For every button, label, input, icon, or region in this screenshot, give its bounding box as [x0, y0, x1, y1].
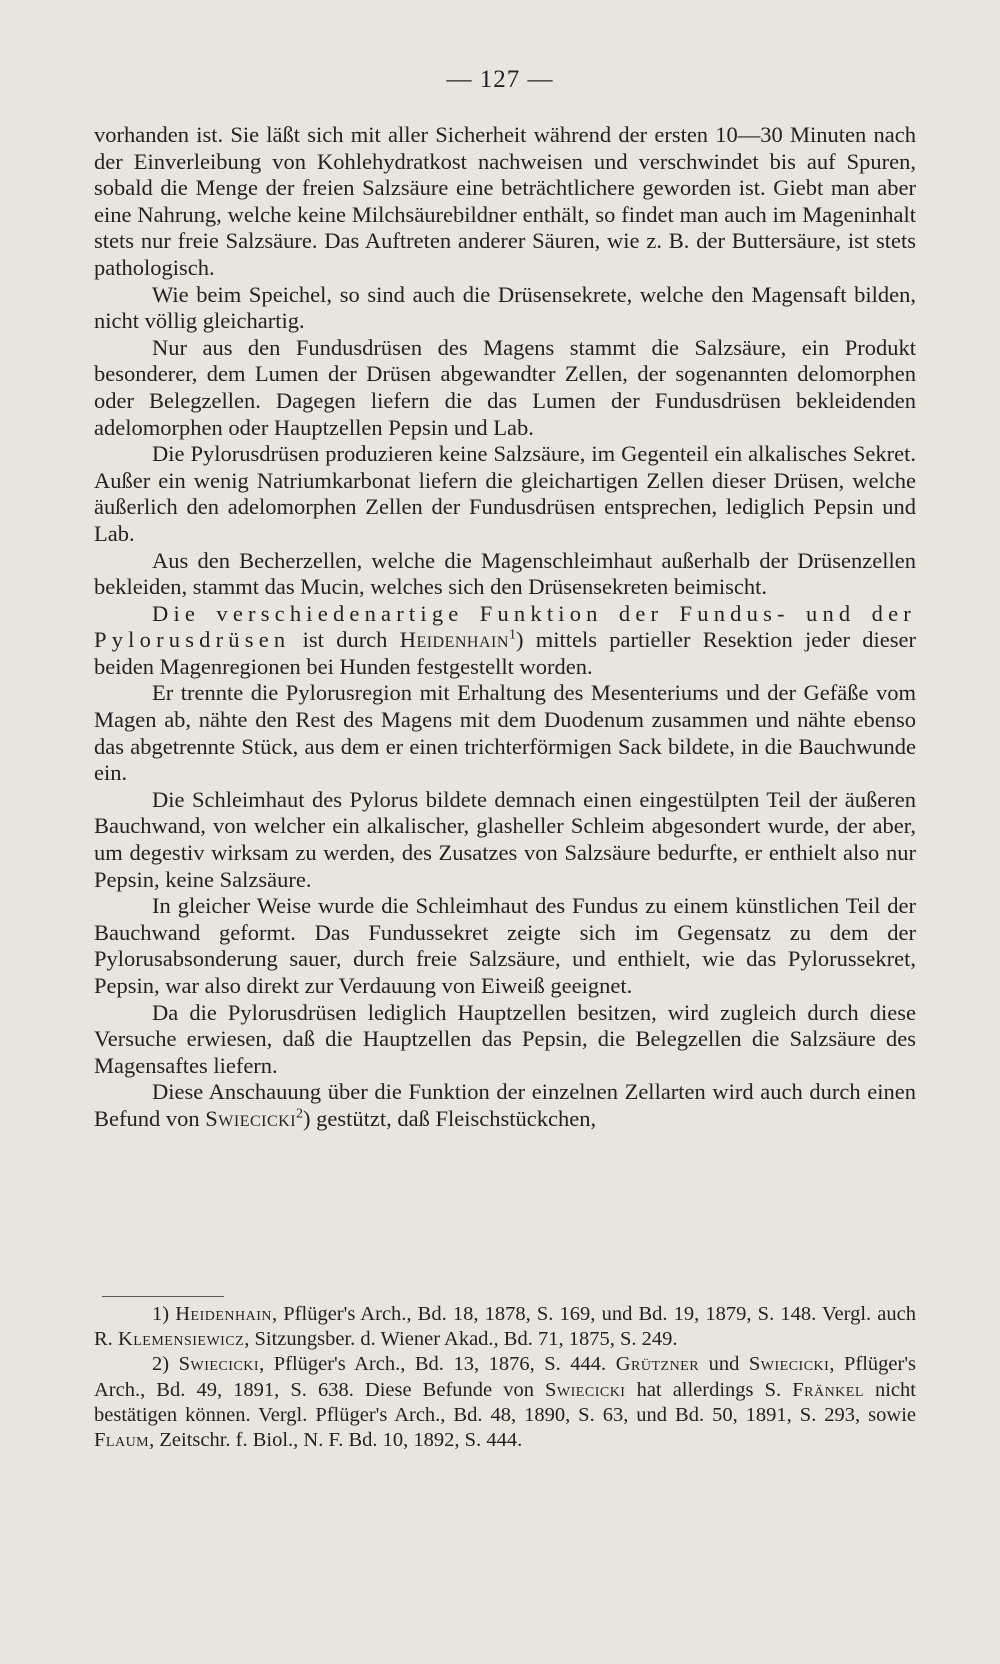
footnote-ref: 2 — [296, 1106, 304, 1122]
paragraph: Da die Pylorusdrüsen lediglich Hauptzellen besitzen, wird zugleich durch diese Versuche erwiesen, daß die Hauptzellen das Pepsin, die Belegzellen die Salzsäure des Magensaftes liefern. — [94, 999, 916, 1078]
footnote-2: 2) Swiecicki, Pflüger's Arch., Bd. 13, 1876, S. 444. Grützner und Swiecicki, Pflüger's Arch., Bd. 49, 1891, S. 638. Diese Befunde von Swiecicki hat allerdings S. Fränkel nicht bestätigen können. Vergl. Pflüger's Arch., Bd. 48, 1890, S. 63, und Bd. 50, 1891, S. 293, sowie Flaum, Zeitschr. f. Biol., N. F. Bd. 10, 1892, S. 444. — [94, 1353, 917, 1452]
paragraph: Die Schleimhaut des Pylorus bildete demnach einen eingestülpten Teil der äußeren Bauchwand, von welcher ein alkalischer, glasheller Schleim abgesondert wurde, der aber, um degestiv wirksam zu werden, des Zusatzes von Salzsäure bedurfte, er enthielt also nur Pepsin, keine Salzsäure. — [94, 786, 916, 892]
page-number: — 127 — — [446, 66, 554, 93]
paragraph: Die verschiedenartige Funktion der Fundus- und der Pylorusdrüsen ist durch Heidenhain$^1$) mittels partieller Resektion jeder dieser beiden Magenregionen bei Hunden festgestellt worden. — [94, 600, 916, 679]
author-name: Flaum — [94, 1429, 150, 1452]
footnote-ref: 1 — [508, 627, 516, 643]
author-name: Swiecicki — [178, 1353, 260, 1376]
paragraph: Er trennte die Pylorusregion mit Erhaltung des Mesenteriums und der Gefäße vom Magen ab, nähte den Rest des Magens mit dem Duodenum zusammen und nähte ebenso das abgetrennte Stück, aus dem er einen trichterförmigen Sack bildete, in die Bauchwunde ein. — [94, 680, 916, 786]
footnotes — [94, 1302, 916, 1453]
author-name: Grützner — [615, 1353, 700, 1376]
paragraph: Aus den Becherzellen, welche die Magenschleimhaut außerhalb der Drüsenzellen bekleiden, stammt das Mucin, welches sich den Drüsensekreten beimischt. — [94, 547, 916, 600]
footnote-divider — [102, 1296, 224, 1297]
paragraph: Die Pylorusdrüsen produzieren keine Salzsäure, im Gegenteil ein alkalisches Sekret. Außer ein wenig Natriumkarbonat liefern die gleichartigen Zellen dieser Drüsen, welche äußerlich den adelomorphen Zellen der Fundusdrüsen entsprechen, lediglich Pepsin und Lab. — [94, 441, 916, 546]
author-name: Heidenhain — [175, 1303, 273, 1325]
author-name: Heidenhain — [399, 627, 509, 653]
paragraph: Wie beim Speichel, so sind auch die Drüsensekrete, welche den Magensaft bilden, nicht völlig gleichartig. — [94, 281, 916, 334]
paragraph: In gleicher Weise wurde die Schleimhaut des Fundus zu einem künstlichen Teil der Bauchwand geformt. Das Fundussekret zeigte sich im Gegensatz zu dem der Pylorusabsonderung sauer, durch freie Salzsäure, und enthielt, wie das Pylorussekret, Pepsin, war also direkt zur Verdauung von Eiweiß geeignet. — [94, 893, 916, 998]
author-name: Swiecicki — [748, 1353, 830, 1376]
author-name: Klemensiewicz — [117, 1328, 245, 1351]
paragraph: Diese Anschauung über die Funktion der einzelnen Zellarten wird auch durch einen Befund von Swiecicki$^2$) gestützt, daß Fleischstückchen, — [94, 1079, 916, 1131]
spaced-emphasis: Die verschiedenartige Funktion der Fundus- und der Pylorusdrüsen — [94, 600, 916, 653]
paragraph: vorhanden ist. Sie läßt sich mit aller Sicherheit während der ersten 10—30 Minuten nach der Einverleibung von Kohlehydratkost nachweisen und verschwindet bis auf Spuren, sobald die Menge der freien Salzsäure eine beträchtlichere geworden ist. Giebt man aber eine Nahrung, welche keine Milchsäurebildner enthält, so findet man auch im Mageninhalt stets nur freie Salzsäure. Das Auftreten anderer Säuren, wie z. B. der Buttersäure, ist stets pathologisch. — [94, 122, 916, 280]
author-name: Swiecicki — [205, 1105, 297, 1131]
footnote-1: 1) Heidenhain, Pflüger's Arch., Bd. 18, 1878, S. 169, und Bd. 19, 1879, S. 148. Vergl. auch R. Klemensiewicz, Sitzungsber. d. Wiener Akad., Bd. 71, 1875, S. 249. — [94, 1303, 916, 1351]
author-name: Fränkel — [792, 1378, 864, 1401]
main-text — [94, 122, 916, 1133]
author-name: Swiecicki — [545, 1378, 626, 1401]
paragraph: Nur aus den Fundusdrüsen des Magens stammt die Salzsäure, ein Produkt besonderer, dem Lumen der Drüsen abgewandter Zellen, der sogenannten delomorphen oder Belegzellen. Dagegen liefern die das Lumen der Fundusdrüsen bekleidenden adelomorphen oder Hauptzellen Pepsin und Lab. — [94, 334, 916, 440]
